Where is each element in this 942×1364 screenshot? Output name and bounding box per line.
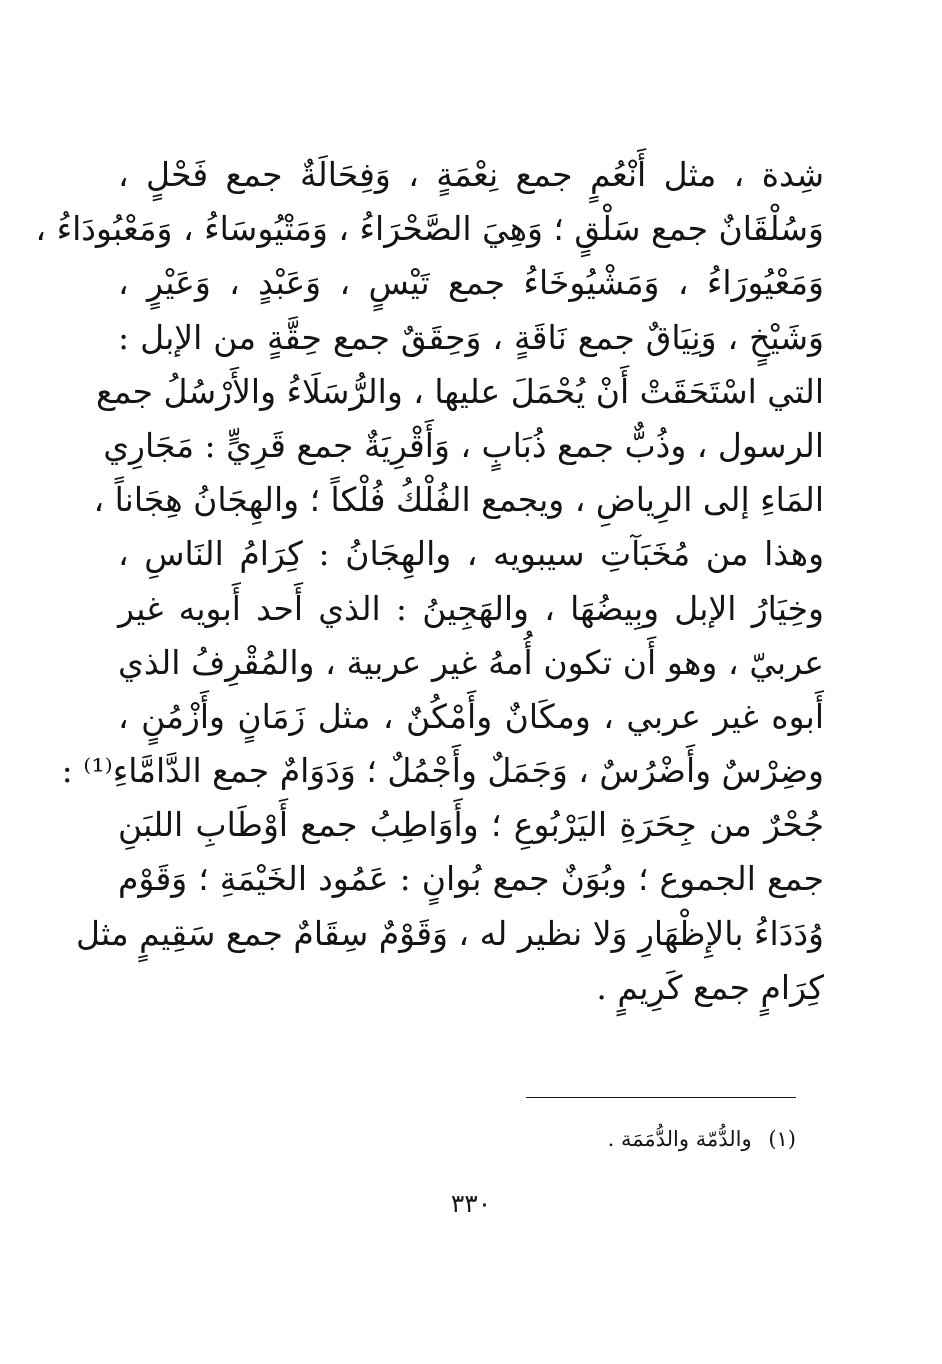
- text-line: وَشَيْخٍ ، وَنِيَاقٌ جمع نَاقَةٍ ، وَحِقَقٌ جمع حِقَّةٍ من الإبل :: [118, 317, 824, 357]
- footnote-divider: [526, 1097, 796, 1098]
- page-number: ٣٣٠: [450, 1189, 492, 1218]
- footnote-marker: (١): [768, 1127, 796, 1151]
- text-line: وُدَدَاءُ بالإِظْهَارِ وَلا نظير له ، وَقَوْمٌ سِقَامٌ جمع سَقِيمٍ مثل: [76, 913, 824, 953]
- text-line: جمع الجموع ؛ وبُوَنٌ جمع بُوانٍ : عَمُود الخَيْمَةِ ؛ وَقَوْم: [118, 859, 824, 899]
- text-line: التي اسْتَحَقَتْ أَنْ يُحْمَلَ عليها ، والرُّسَلَاءُ والأَرْسُلُ جمع: [96, 371, 824, 411]
- footnote-text: والدُّمّة والدُّمَمَة .: [607, 1127, 752, 1151]
- text-line: شِدة ، مثل أَنْعُمٍ جمع نِعْمَةٍ ، وَفِحَالَةٌ جمع فَحْلٍ ،: [118, 155, 824, 194]
- main-text-block: [35, 148, 824, 1015]
- text-line: المَاءِ إلى الرِياضِ ، ويجمع الفُلْكُ فُلْكاً ؛ والهِجَانُ هِجَاناً ،: [93, 480, 824, 520]
- text-line: الرسول ، وذُبٌّ جمع ذُبَابٍ ، وَأَقْرِيَةٌ جمع قَرِيٍّ : مَجَارِي: [103, 425, 824, 465]
- text-line: وخِيَارُ الإبل وبِيضُهَا ، والهَجِينُ : الذي أَحد أَبويه غير: [118, 588, 824, 628]
- text-line: وهذا من مُخَبَآتِ سيبويه ، والهِجَانُ : كِرَامُ النَاسِ ،: [118, 534, 824, 574]
- text-line: أَبوه غير عربي ، ومكَانٌ وأَمْكُنٌ ، مثل زَمَانٍ وأَزْمُنٍ ،: [118, 696, 824, 736]
- text-line: وضِرْسٌ وأَضْرُسٌ ، وَجَمَلٌ وأَجْمُلٌ ؛ وَدَوَامٌ جمع الدَّامَّاءِ⁽¹⁾ :: [61, 751, 824, 791]
- footnote: [300, 1123, 796, 1155]
- text-line: وَسُلْقَانٌ جمع سَلْقٍ ؛ وَهِيَ الصَّحْرَاءُ ، وَمَتْيُوسَاءُ ، وَمَعْبُودَاءُ ،: [35, 209, 824, 249]
- text-line: جُحْرٌ من جِحَرَةِ اليَرْبُوعِ ؛ وأَوَاطِبُ جمع أَوْطَابِ اللبَنِ: [118, 805, 824, 845]
- text-line: وَمَعْيُورَاءُ ، وَمَشْيُوخَاءُ جمع تَيْسٍ ، وَعَبْدٍ ، وَعَيْرٍ ،: [118, 263, 824, 303]
- text-line-last: كِرَامٍ جمع كَرِيمٍ .: [596, 967, 824, 1007]
- text-line: عربيّ ، وهو أَن تكون أُمهُ غير عربية ، والمُقْرِفُ الذي: [118, 642, 824, 682]
